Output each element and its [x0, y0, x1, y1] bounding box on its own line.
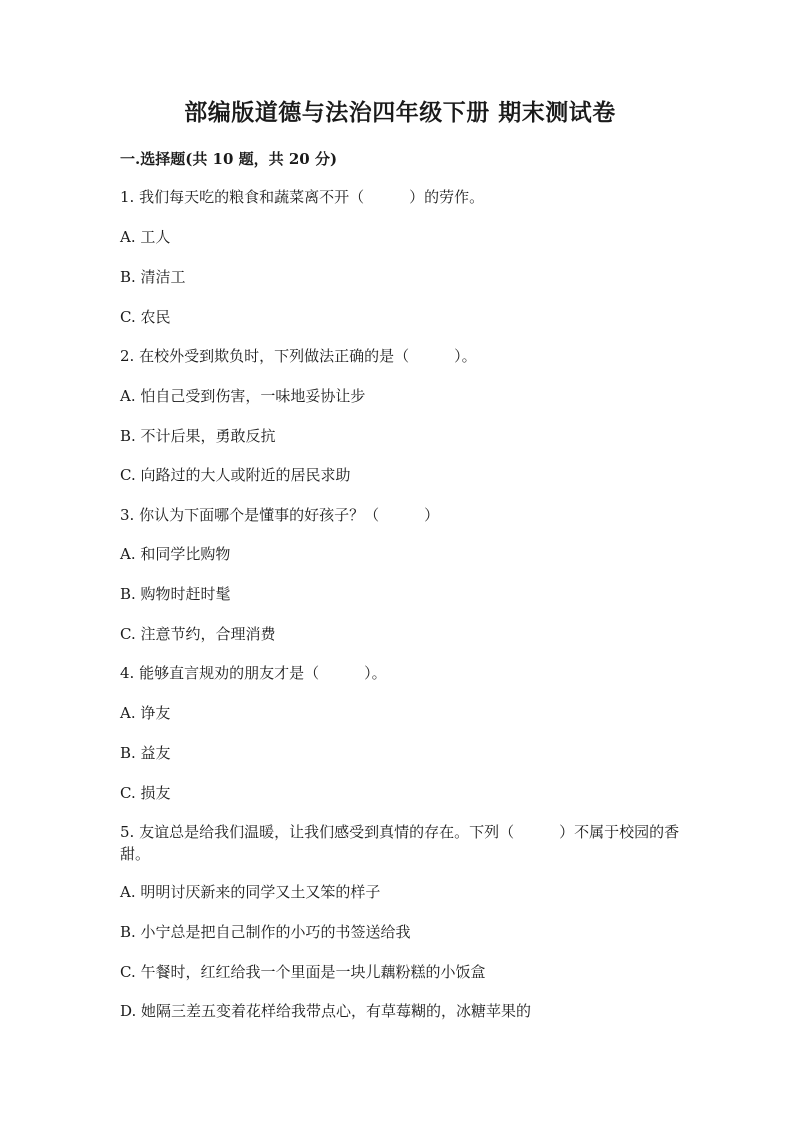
answer-option: C. 午餐时，红红给我一个里面是一块儿藕粉糕的小饭盒 — [120, 963, 486, 981]
question-stem: 4. 能够直言规劝的朋友才是（ ）。 — [120, 664, 387, 682]
answer-option: A. 明明讨厌新来的同学又土又笨的样子 — [120, 883, 381, 901]
question-stem: 3. 你认为下面哪个是懂事的好孩子？（ ） — [120, 506, 440, 524]
question-stem: 1. 我们每天吃的粮食和蔬菜离不开（ ）的劳作。 — [120, 188, 485, 206]
answer-option: B. 不计后果，勇敢反抗 — [120, 427, 276, 445]
answer-option: C. 农民 — [120, 308, 171, 326]
answer-option: B. 购物时赶时髦 — [120, 585, 231, 603]
answer-option: A. 工人 — [120, 228, 171, 246]
question-stem: 2. 在校外受到欺负时，下列做法正确的是（ ）。 — [120, 347, 477, 365]
answer-option: A. 和同学比购物 — [120, 545, 231, 563]
answer-option: C. 注意节约，合理消费 — [120, 625, 276, 643]
answer-option: A. 怕自己受到伤害，一味地妥协让步 — [120, 387, 366, 405]
answer-option: B. 小宁总是把自己制作的小巧的书签送给我 — [120, 923, 411, 941]
answer-option: C. 向路过的大人或附近的居民求助 — [120, 466, 351, 484]
section-heading: 一.选择题(共 10 题，共 20 分) — [120, 150, 338, 168]
page-title: 部编版道德与法治四年级下册 期末测试卷 — [184, 99, 616, 126]
answer-option: B. 清洁工 — [120, 268, 186, 286]
answer-option: D. 她隔三差五变着花样给我带点心，有草莓糊的，冰糖苹果的 — [120, 1002, 532, 1020]
answer-option: A. 诤友 — [120, 704, 171, 722]
answer-option: B. 益友 — [120, 744, 171, 762]
question-stem: 5. 友谊总是给我们温暖，让我们感受到真情的存在。下列（ ）不属于校园的香甜。 — [120, 823, 680, 863]
answer-option: C. 损友 — [120, 784, 171, 802]
